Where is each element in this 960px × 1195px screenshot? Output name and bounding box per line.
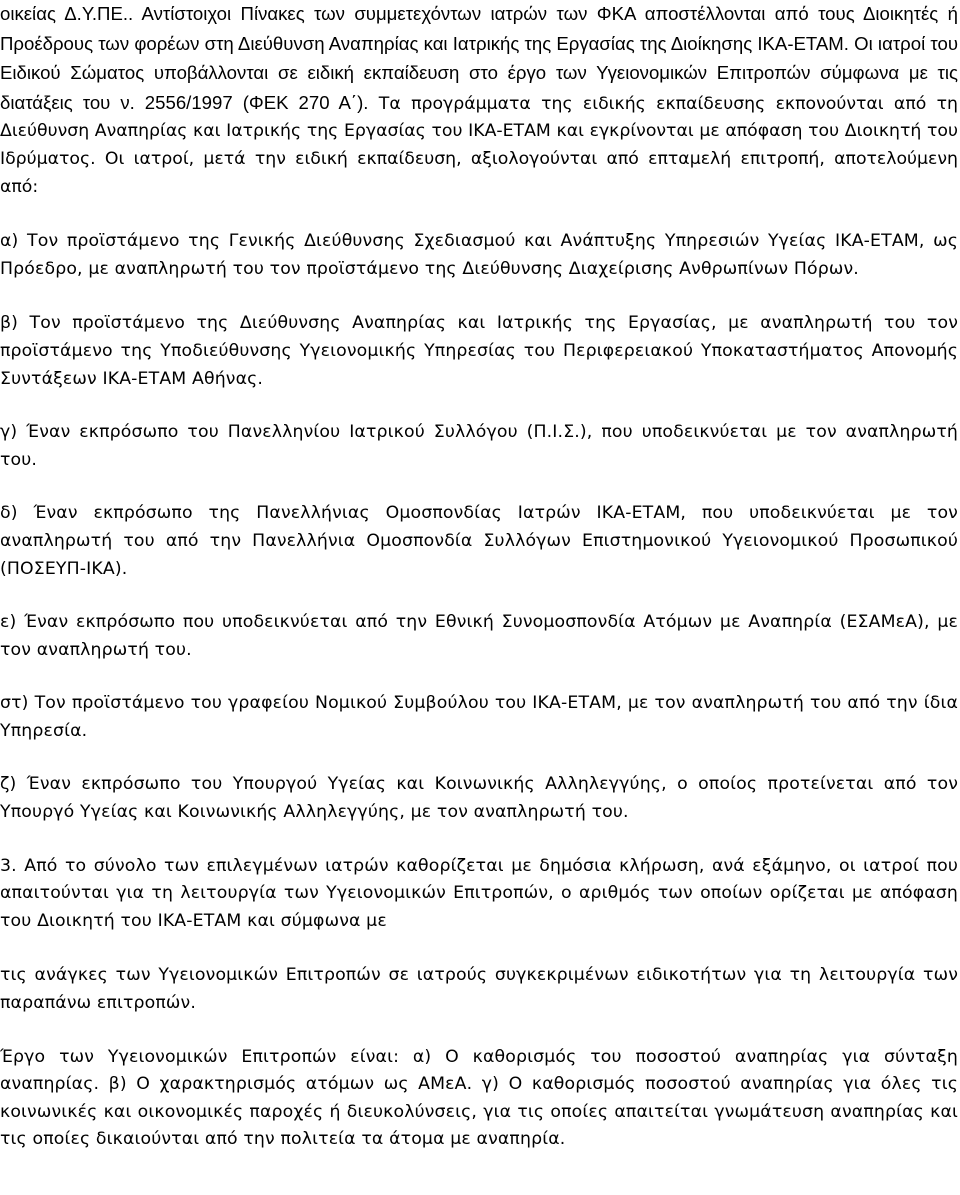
spacer <box>0 283 960 310</box>
committee-item-a: α) Τον προϊστάμενο της Γενικής Διεύθυνσης Σχεδιασμού και Ανάπτυξης Υπηρεσιών Υγείας ΙΚΑ-ΕΤΑΜ, ως Πρόεδρο, με αναπληρωτή του τον προϊστάμενο της Διεύθυνσης Διαχείρισης Ανθρωπίνων Πόρων. <box>0 231 958 279</box>
spacer <box>0 745 960 771</box>
paragraph-intro-part-a: οικείας Δ.Υ.ΠΕ.. Αντίστοιχοι Πίνακες των συμμετεχόντων ιατρών των ΦΚΑ αποστέλλονται από τους Διοικητές ή Προέδρους των φορέων στη Διεύθυνση Αναπηρίας και Ιατρικής της Εργασίας της Διοίκησης ΙΚΑ-ΕΤΑΜ. Οι ιατροί του Ειδικού Σώματος υποβάλλονται σε ειδική εκπαίδευση στο έργο των Υγειονομικών Επιτροπών σύμφωνα με τις διατάξεις του ν. 2556/1997 (ΦΕΚ 270 Α΄). <box>0 3 958 113</box>
committees-work-paragraph: Έργο των Υγειονομικών Επιτροπών είναι: α) Ο καθορισμός του ποσοστού αναπηρίας για σύνταξη αναπηρίας. β) Ο χαρακτηρισμός ατόμων ως ΑΜεΑ. γ) Ο καθορισμός ποσοστού αναπηρίας για όλες τις κοινωνικές και οικονομικές παροχές ή διευκολύνσεις, για τις οποίες απαιτείται γνωμάτευση αναπηρίας και τις οποίες δικαιούνται από την πολιτεία τα άτομα με αναπηρία. <box>0 1046 958 1150</box>
spacer <box>0 201 960 228</box>
spacer <box>0 827 960 853</box>
committee-item-b: β) Τον προϊστάμενο της Διεύθυνσης Αναπηρίας και Ιατρικής της Εργασίας, με αναπληρωτή του τον προϊστάμενο της Υποδιεύθυνσης Υγειονομικής Υπηρεσίας του Περιφερειακού Υποκαταστήματος Απονομής Συντάξεων ΙΚΑ-ΕΤΑΜ Αθήνας. <box>0 313 958 389</box>
committee-item-d: δ) Έναν εκπρόσωπο της Πανελλήνιας Ομοσπονδίας Ιατρών ΙΚΑ-ΕΤΑΜ, που υποδεικνύεται με τον αναπληρωτή του από την Πανελλήνια Ομοσπονδία Συλλόγων Επιστημονικού Υγειονομικού Προσωπικού (ΠΟΣΕΥΠ-ΙΚΑ). <box>0 503 958 579</box>
spacer <box>0 393 960 419</box>
committee-item-c: γ) Έναν εκπρόσωπο του Πανελληνίου Ιατρικού Συλλόγου (Π.Ι.Σ.), που υποδεικνύεται με τον αναπληρωτή του. <box>0 422 958 470</box>
section-3-paragraph: 3. Από το σύνολο των επιλεγμένων ιατρών καθορίζεται με δημόσια κλήρωση, ανά εξάμηνο, οι ιατροί που απαιτούνται για τη λειτουργία των Υγειονομικών Επιτροπών, ο αριθμός των οποίων ορίζεται με απόφαση του Διοικητή του ΙΚΑ-ΕΤΑΜ και σύμφωνα με <box>0 855 958 931</box>
spacer <box>0 935 960 962</box>
section-3-continuation: τις ανάγκες των Υγειονομικών Επιτροπών σε ιατρούς συγκεκριμένων ειδικοτήτων για τη λειτουργία των παραπάνω επιτροπών. <box>0 965 958 1014</box>
committee-item-e: ε) Έναν εκπρόσωπο που υποδεικνύεται από την Εθνική Συνομοσπονδία Ατόμων με Αναπηρία (ΕΣΑΜεΑ), με τον αναπληρωτή του. <box>0 612 958 660</box>
committee-item-st: στ) Τον προϊστάμενο του γραφείου Νομικού Συμβούλου του ΙΚΑ-ΕΤΑΜ, με τον αναπληρωτή του από την ίδια Υπηρεσία. <box>0 693 958 741</box>
spacer <box>0 583 960 609</box>
paragraph-intro <box>0 0 960 201</box>
spacer <box>0 474 960 500</box>
spacer <box>0 664 960 690</box>
spacer <box>0 1018 960 1044</box>
paragraph-intro-part-b: Τα προγράμματα της ειδικής εκπαίδευσης εκπονούνται από τη Διεύθυνση Αναπηρίας και Ιατρικής της Εργασίας του ΙΚΑ-ΕΤΑΜ και εγκρίνονται με απόφαση του Διοικητή του Ιδρύματος. Οι ιατροί, μετά την ειδική εκπαίδευση, αξιολογούνται από επταμελή επιτροπή, αποτελούμενη από: <box>0 93 958 197</box>
committee-item-z: ζ) Έναν εκπρόσωπο του Υπουργού Υγείας και Κοινωνικής Αλληλεγγύης, ο οποίος προτείνεται από τον Υπουργό Υγείας και Κοινωνικής Αλληλεγγύης, με τον αναπληρωτή του. <box>0 774 958 823</box>
